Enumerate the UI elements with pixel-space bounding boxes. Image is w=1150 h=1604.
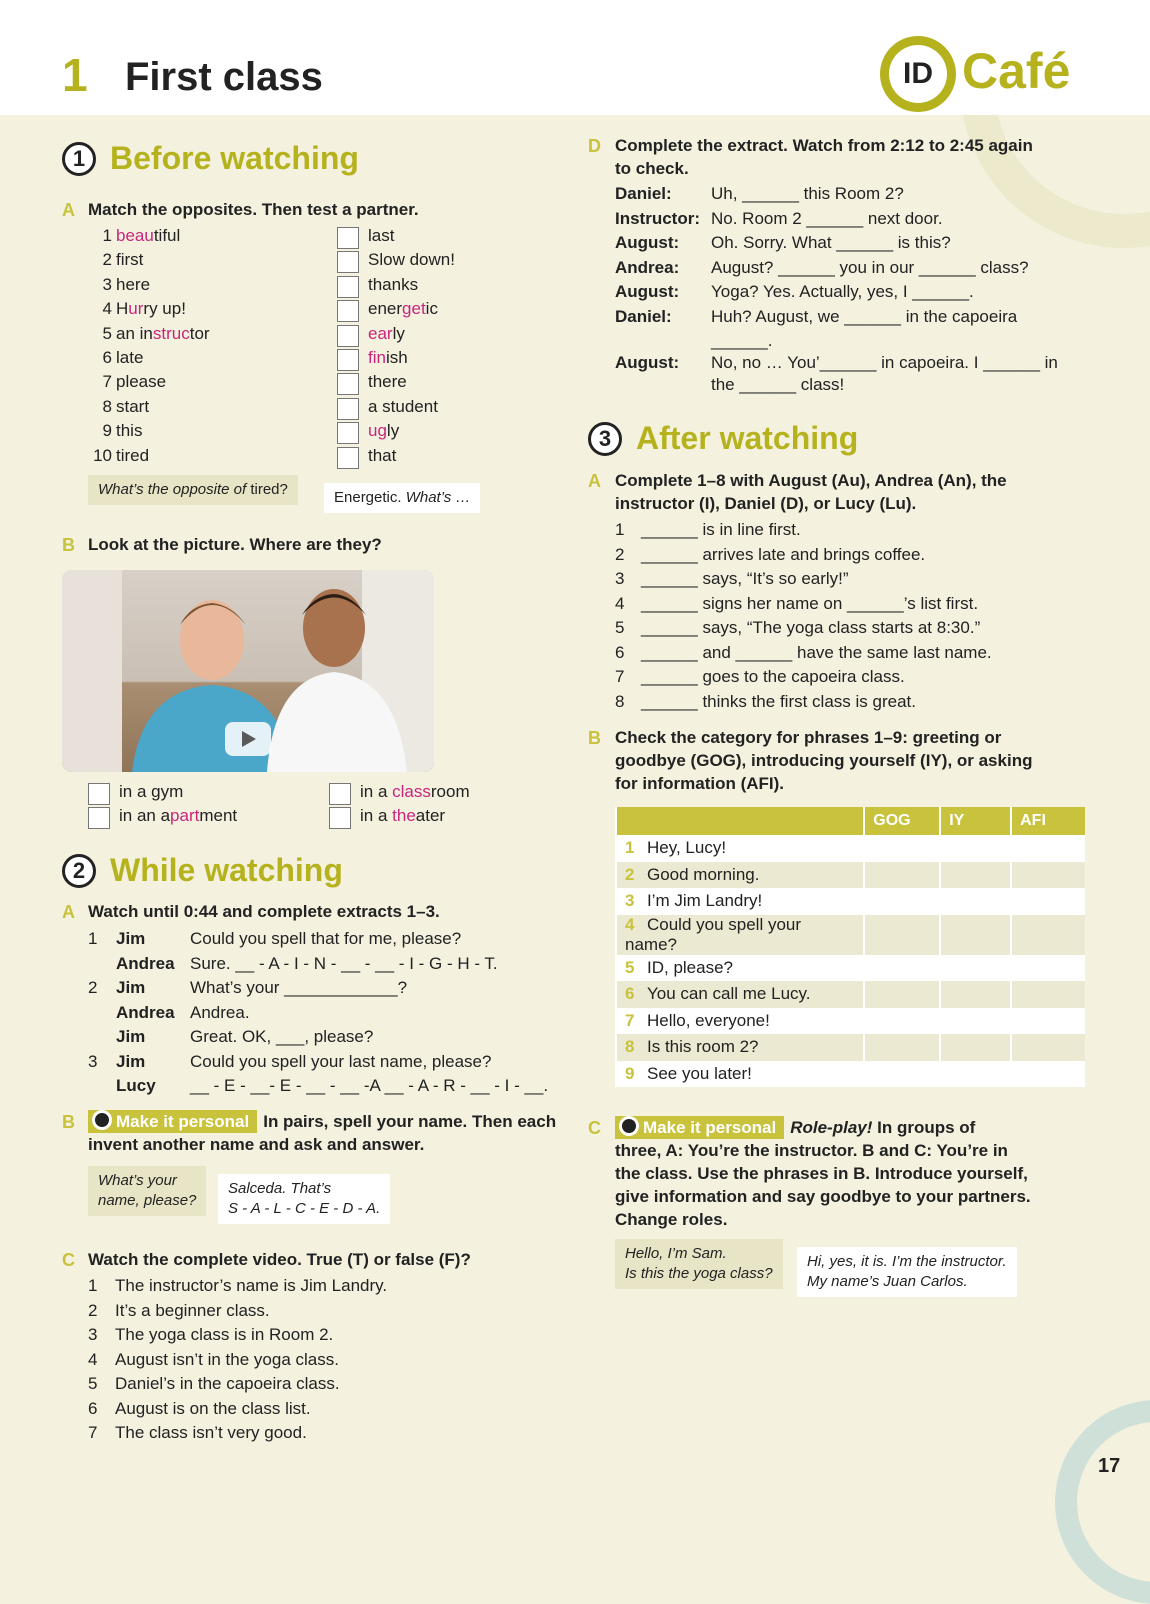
phrase-text: Is this room 2? [647, 1037, 759, 1057]
row-number: 2 [625, 864, 635, 884]
word-part: ry up! [143, 299, 186, 319]
item-number: 6 [615, 642, 625, 662]
checkbox-cell-gog[interactable] [864, 955, 940, 982]
list-item [368, 446, 396, 466]
checkbox-cell-afi[interactable] [1011, 862, 1085, 889]
item-number: 3 [615, 569, 625, 588]
row-number: 6 [625, 984, 635, 1004]
checkbox-cell-afi[interactable] [1011, 915, 1085, 955]
table-row [616, 1061, 1085, 1088]
speaker-name: Andrea [116, 953, 175, 973]
section-title: While watching [110, 852, 343, 888]
checkbox-cell-iy[interactable] [940, 862, 1011, 889]
speech-bubble-question [88, 1166, 206, 1216]
word-part: class [392, 782, 431, 801]
exercise-letter: D [588, 136, 601, 156]
item-number: 6 [102, 348, 112, 367]
table-header-row [616, 807, 1085, 835]
list-item [368, 397, 438, 417]
checkbox-cell-gog[interactable] [864, 862, 940, 889]
phrase-cell [616, 1034, 864, 1061]
row-number: 7 [625, 1010, 635, 1030]
item-number: 8 [615, 691, 625, 711]
make-it-personal-badge [615, 1116, 784, 1139]
checkbox-cell-afi[interactable] [1011, 1008, 1085, 1035]
speaker-name: Jim [116, 978, 146, 997]
row-number: 8 [625, 1037, 635, 1057]
checkbox[interactable] [329, 783, 351, 805]
statement: August is on the class list. [115, 1398, 311, 1418]
dialog-line: No. Room 2 ______ next door. [711, 209, 943, 228]
bubble-text: Energetic. [334, 489, 406, 506]
table-header-gog: GOG [864, 807, 940, 835]
checkbox-cell-afi[interactable] [1011, 1061, 1085, 1088]
checkbox[interactable] [337, 276, 359, 298]
list-item [116, 226, 180, 246]
speech-icon [619, 1116, 639, 1136]
item-number: 3 [88, 1325, 98, 1344]
bubble-text: Hi, yes, it is. I’m the instructor. [807, 1253, 1007, 1270]
word-part: here [116, 274, 151, 294]
exercise-instruction: Watch until 0:44 and complete extracts 1–3. [88, 902, 440, 921]
checkbox[interactable] [337, 398, 359, 420]
speaker-name: August: [615, 353, 680, 372]
unit-title: First class [125, 55, 323, 99]
statement: ______ signs her name on ______’s list first. [641, 593, 979, 613]
list-item [368, 348, 408, 368]
unit-number: 1 [62, 49, 88, 101]
exercise-letter: A [588, 471, 601, 491]
list-item [368, 324, 405, 344]
table-row [616, 915, 1085, 955]
item-number: 10 [93, 445, 112, 465]
section-title: Before watching [110, 140, 359, 176]
list-item [368, 275, 418, 295]
word-part: last [368, 226, 395, 245]
checkbox[interactable] [88, 783, 110, 805]
table-row [616, 888, 1085, 915]
logo-letters: ID [889, 45, 947, 103]
word-part: tor [189, 323, 210, 343]
word-part: room [430, 782, 470, 801]
item-number: 7 [615, 667, 625, 686]
item-number: 2 [102, 250, 112, 270]
item-number: 5 [88, 1374, 98, 1393]
role-play-label: Role-play! [790, 1118, 873, 1137]
item-number: 9 [102, 421, 112, 441]
list-item [116, 421, 142, 441]
item-number: 5 [615, 618, 625, 637]
speech-icon [92, 1110, 112, 1130]
statement: ______ thinks the first class is great. [641, 691, 916, 711]
item-number: 7 [102, 372, 112, 392]
dialog-line: Uh, ______ this Room 2? [711, 184, 904, 203]
phrase-text: I’m Jim Landry! [647, 891, 763, 911]
checkbox-cell-gog[interactable] [864, 915, 940, 955]
speaker-name: Jim [116, 929, 146, 948]
bubble-text: What’s … [405, 489, 471, 506]
word-part: in a [360, 806, 393, 825]
checkbox[interactable] [337, 349, 359, 371]
word-part: ener [368, 299, 403, 319]
word-part: get [402, 299, 426, 319]
checkbox-cell-gog[interactable] [864, 1034, 940, 1061]
exercise-instruction: three, A: You’re the instructor. B and C: You’re in [615, 1141, 1008, 1160]
checkbox-cell-afi[interactable] [1011, 835, 1085, 862]
phrase-text: See you later! [647, 1063, 752, 1083]
list-item [116, 250, 143, 270]
word-part: ic [425, 299, 438, 319]
checkbox-cell-iy[interactable] [940, 1061, 1011, 1088]
phrase-cell [616, 955, 864, 982]
checkbox-cell-afi[interactable] [1011, 981, 1085, 1008]
item-number: 4 [102, 299, 112, 319]
statement: ______ is in line first. [641, 520, 801, 539]
exercise-letter: B [588, 728, 601, 748]
dialog-line: Could you spell that for me, please? [190, 929, 462, 948]
checkbox[interactable] [337, 325, 359, 347]
row-number: 4 [625, 914, 635, 934]
row-number: 5 [625, 957, 635, 977]
word-part: H [116, 299, 129, 319]
word-part: please [116, 372, 167, 392]
exercise-instruction: goodbye (GOG), introducing yourself (IY), or asking [615, 751, 1033, 770]
row-number: 3 [625, 891, 635, 911]
play-button[interactable] [225, 722, 271, 756]
section-number: 3 [588, 422, 622, 456]
row-number: 1 [625, 838, 635, 858]
item-number: 3 [102, 274, 112, 294]
bubble-text: What’s the opposite of [98, 481, 247, 498]
checkbox[interactable] [337, 227, 359, 249]
phrase-text: Hello, everyone! [647, 1010, 770, 1030]
item-number: 1 [615, 520, 625, 539]
statement: The class isn’t very good. [115, 1423, 307, 1442]
word-part: beau [116, 226, 154, 245]
section-number: 1 [62, 142, 96, 176]
dialog-line: No, no … You’______ in capoeira. I ______ in [711, 353, 1058, 372]
checkbox[interactable] [329, 807, 351, 829]
statement: ______ says, “It’s so early!” [641, 569, 849, 588]
exercise-letter: C [62, 1250, 75, 1270]
item-number: 2 [88, 1300, 98, 1320]
section-number: 2 [62, 854, 96, 888]
dialog-line: Yoga? Yes. Actually, yes, I ______. [711, 282, 974, 301]
speaker-name: Daniel: [615, 184, 672, 203]
word-part: first [116, 250, 144, 270]
checkbox-cell-afi[interactable] [1011, 888, 1085, 915]
item-number: 4 [88, 1349, 98, 1369]
checkbox-cell-gog[interactable] [864, 981, 940, 1008]
checkbox[interactable] [337, 422, 359, 444]
dialog-line: Andrea. [190, 1002, 250, 1022]
section-2-heading [62, 852, 343, 889]
section-title: After watching [636, 420, 859, 456]
checkbox[interactable] [88, 807, 110, 829]
table-row [616, 862, 1085, 889]
speech-bubble-answer [324, 483, 480, 513]
checkbox-cell-iy[interactable] [940, 1034, 1011, 1061]
item-number: 1 [88, 929, 98, 948]
word-part: tiful [153, 226, 181, 245]
word-part: ment [199, 806, 238, 825]
word-part: ly [386, 421, 400, 441]
dialog-line: Sure. __ - A - I - N - __ - __ - I - G - H - T. [190, 953, 498, 973]
speech-bubble-answer [218, 1174, 390, 1224]
logo-circle [880, 36, 956, 112]
phrase-text: Good morning. [647, 864, 760, 884]
list-item [368, 250, 455, 270]
word-part: ly [392, 323, 405, 343]
exercise-instruction: Look at the picture. Where are they? [88, 535, 382, 554]
list-item [116, 275, 150, 295]
phrase-cell [616, 1008, 864, 1035]
dialog-line: Could you spell your last name, please? [190, 1051, 492, 1071]
exercise-instruction [88, 1110, 558, 1156]
option-label [360, 782, 470, 802]
section-1-heading [62, 140, 359, 177]
speech-bubble-question [615, 1239, 783, 1289]
statement: ______ goes to the capoeira class. [641, 667, 905, 686]
statement: It’s a beginner class. [115, 1300, 270, 1320]
table-row [616, 1008, 1085, 1035]
phrase-text: ID, please? [647, 957, 733, 977]
checkbox[interactable] [337, 300, 359, 322]
exercise-instruction: Watch the complete video. True (T) or false (F)? [88, 1250, 471, 1269]
exercise-instruction [615, 1116, 975, 1139]
dialog-line: Oh. Sorry. What ______ is this? [711, 233, 951, 252]
word-part: struc [152, 323, 190, 343]
checkbox[interactable] [337, 373, 359, 395]
checkbox-cell-iy[interactable] [940, 981, 1011, 1008]
exercise-instruction: to check. [615, 159, 689, 178]
table-body [616, 835, 1085, 1087]
statement: The yoga class is in Room 2. [115, 1325, 334, 1344]
exercise-instruction: Check the category for phrases 1–9: greeting or [615, 728, 1002, 747]
bubble-text: My name’s Juan Carlos. [807, 1273, 968, 1290]
option-label [360, 806, 445, 826]
dialog-line: What’s your ____________? [190, 978, 408, 997]
word-part: a student [368, 396, 438, 416]
phrase-cell [616, 835, 864, 862]
speaker-name: Jim [116, 1027, 146, 1046]
exercise-letter: B [62, 535, 75, 555]
phrase-cell [616, 862, 864, 889]
exercise-letter: A [62, 902, 75, 922]
item-number: 4 [615, 593, 625, 613]
row-number: 9 [625, 1063, 635, 1083]
word-part: ug [368, 421, 387, 441]
word-part: in an a [119, 806, 171, 825]
checkbox-cell-afi[interactable] [1011, 955, 1085, 982]
checkbox-cell-iy[interactable] [940, 915, 1011, 955]
id-cafe-logo [880, 36, 1090, 116]
word-part: Slow down! [368, 250, 455, 270]
item-number: 5 [102, 323, 112, 343]
exercise-instruction: Match the opposites. Then test a partner. [88, 200, 419, 219]
speaker-name: Jim [116, 1051, 146, 1071]
phrase-cell [616, 981, 864, 1008]
speaker-name: August: [615, 233, 680, 252]
statement: August isn’t in the yoga class. [115, 1349, 339, 1369]
item-number: 7 [88, 1423, 98, 1442]
badge-label: Make it personal [643, 1118, 777, 1137]
exercise-instruction: Change roles. [615, 1210, 728, 1229]
play-icon [225, 722, 271, 756]
list-item [116, 348, 143, 368]
word-part: ater [415, 806, 446, 825]
table-header-blank [616, 807, 864, 835]
checkbox-cell-iy[interactable] [940, 888, 1011, 915]
word-part: this [116, 421, 143, 441]
checkbox-cell-iy[interactable] [940, 835, 1011, 862]
item-number: 1 [102, 226, 112, 245]
speaker-name: Lucy [116, 1076, 156, 1095]
word-part: in a [360, 782, 393, 801]
exercise-letter: B [62, 1112, 75, 1132]
word-part: ear [368, 323, 393, 343]
exercise-instruction: give information and say goodbye to your partners. [615, 1187, 1031, 1206]
speech-bubble-question [88, 475, 298, 505]
option-label [119, 806, 237, 826]
word-part: thanks [368, 274, 419, 294]
checkbox-cell-gog[interactable] [864, 1061, 940, 1088]
item-number: 6 [88, 1398, 98, 1418]
table-row [616, 835, 1085, 862]
dialog-line: ______. [711, 331, 773, 350]
word-part: ur [128, 299, 144, 319]
word-part: late [116, 348, 144, 367]
checkbox-cell-gog[interactable] [864, 835, 940, 862]
checkbox[interactable] [337, 447, 359, 469]
statement: The instructor’s name is Jim Landry. [115, 1276, 388, 1295]
checkbox-cell-iy[interactable] [940, 955, 1011, 982]
exercise-letter: A [62, 200, 75, 220]
instruction-text: In pairs, spell your name. Then each invent another name and ask and answer. [88, 1112, 557, 1154]
exercise-instruction: instructor (I), Daniel (D), or Lucy (Lu). [615, 494, 917, 513]
word-part: an in [116, 323, 153, 343]
exercise-instruction: Complete the extract. Watch from 2:12 to 2:45 again [615, 136, 1033, 155]
item-number: 8 [102, 396, 112, 416]
word-part: that [368, 445, 397, 465]
word-part: tired [116, 445, 150, 465]
item-number: 2 [88, 978, 98, 997]
speaker-name: Daniel: [615, 307, 672, 326]
word-part: the [392, 806, 416, 825]
speech-bubble-answer [797, 1247, 1017, 1297]
table-header-iy: IY [940, 807, 1011, 835]
bubble-text: What’s your [98, 1172, 177, 1189]
list-item [116, 299, 186, 319]
statement: ______ and ______ have the same last name. [641, 642, 992, 662]
statement: Daniel’s in the capoeira class. [115, 1374, 340, 1393]
dialog-line: Huh? August, we ______ in the capoeira [711, 307, 1018, 326]
phrase-text: You can call me Lucy. [647, 984, 811, 1004]
page-number: 17 [1098, 1455, 1121, 1477]
word-part: ish [385, 348, 408, 367]
word-part: part [170, 806, 200, 825]
list-item [116, 372, 166, 392]
exercise-instruction: the class. Use the phrases in B. Introduce yourself, [615, 1164, 1028, 1183]
speaker-name: Instructor: [615, 209, 700, 228]
dialog-line: __ - E - __- E - __ - __ -A __ - A - R - __ - I - __. [190, 1076, 549, 1095]
checkbox-cell-gog[interactable] [864, 1008, 940, 1035]
exercise-instruction: for information (AFI). [615, 774, 785, 793]
item-number: 2 [615, 544, 625, 564]
option-label [119, 782, 183, 802]
bubble-text: tired? [246, 481, 288, 498]
make-it-personal-badge [88, 1110, 257, 1133]
exercise-letter: C [588, 1118, 601, 1138]
table-row [616, 981, 1085, 1008]
phrase-cell [616, 915, 864, 955]
list-item [368, 226, 394, 246]
word-part: in a gym [119, 782, 184, 801]
table-row [616, 1034, 1085, 1061]
dialog-line: Great. OK, ___, please? [190, 1027, 374, 1046]
word-part: there [368, 372, 407, 392]
checkbox[interactable] [337, 251, 359, 273]
phrase-cell [616, 1061, 864, 1088]
statement: ______ arrives late and brings coffee. [641, 544, 926, 564]
list-item [116, 446, 149, 466]
table-header-afi: AFI [1011, 807, 1085, 835]
statement: ______ says, “The yoga class starts at 8:30.” [641, 618, 981, 637]
dialog-line: the ______ class! [711, 375, 845, 394]
word-part: start [116, 396, 150, 416]
speaker-name: August: [615, 282, 680, 301]
bubble-text: Salceda. That’s [228, 1180, 332, 1197]
phrase-cell [616, 888, 864, 915]
phrase-text: Could you spell your name? [625, 914, 802, 954]
instruction-text: In groups of [872, 1118, 976, 1137]
list-item [368, 421, 399, 441]
phrase-text: Hey, Lucy! [647, 838, 727, 858]
checkbox-cell-afi[interactable] [1011, 1034, 1085, 1061]
speaker-name: Andrea [116, 1002, 175, 1022]
section-3-heading [588, 420, 858, 457]
checkbox-cell-iy[interactable] [940, 1008, 1011, 1035]
item-number: 3 [88, 1051, 98, 1071]
speaker-name: Andrea: [615, 258, 680, 277]
category-table [615, 807, 1085, 1087]
bubble-text: S - A - L - C - E - D - A. [228, 1200, 381, 1217]
logo-word: Café [962, 43, 1071, 99]
table-row [616, 955, 1085, 982]
list-item [368, 372, 407, 392]
list-item [116, 397, 149, 417]
list-item [116, 324, 210, 344]
checkbox-cell-gog[interactable] [864, 888, 940, 915]
badge-label: Make it personal [116, 1112, 250, 1131]
item-number: 1 [88, 1276, 98, 1295]
bubble-text: Hello, I’m Sam. [625, 1245, 727, 1262]
bubble-text: Is this the yoga class? [625, 1265, 773, 1282]
word-part: fin [368, 348, 386, 367]
bubble-text: name, please? [98, 1192, 197, 1209]
dialog-line: August? ______ you in our ______ class? [711, 258, 1029, 277]
decorative-corner-arc [1055, 1400, 1150, 1604]
list-item [368, 299, 438, 319]
exercise-instruction: Complete 1–8 with August (Au), Andrea (An), the [615, 471, 1007, 490]
